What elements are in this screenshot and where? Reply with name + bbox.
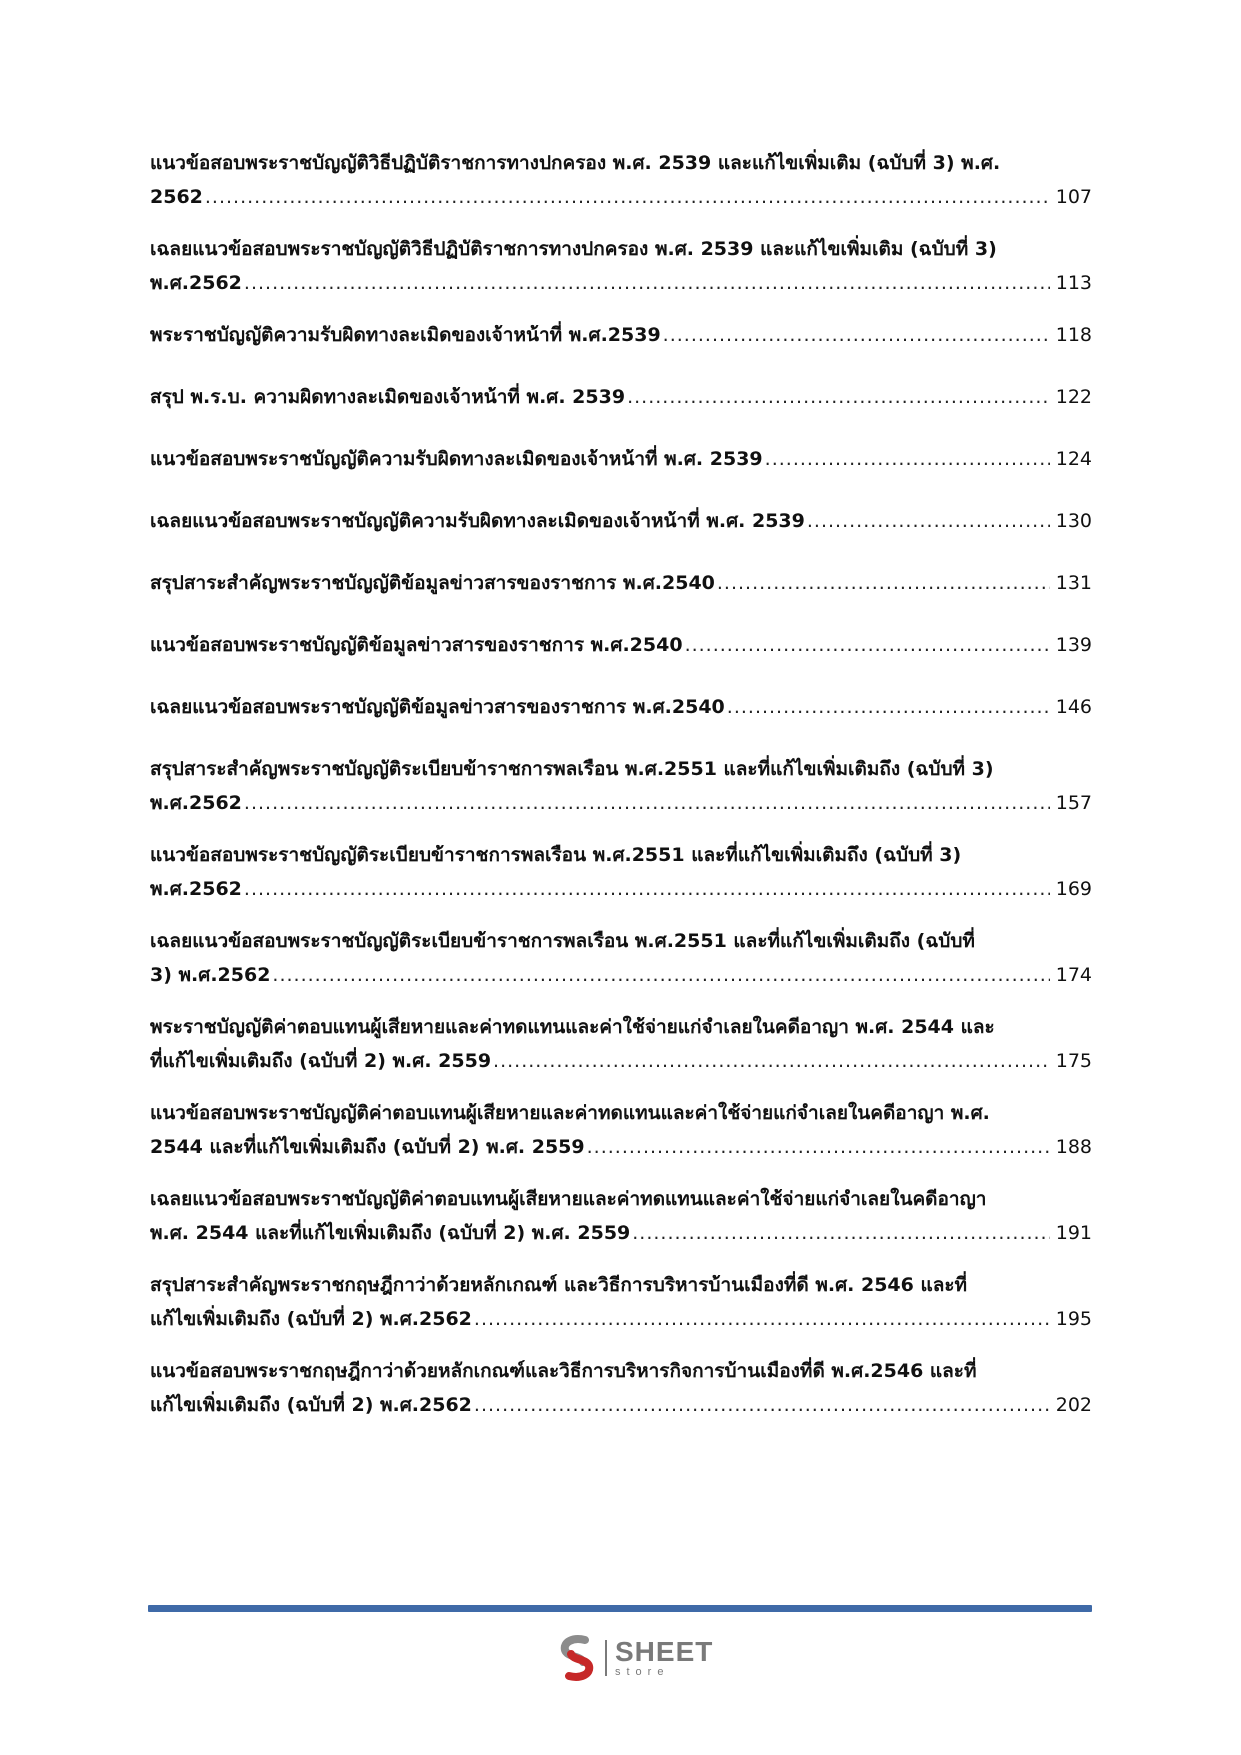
toc-page-number: 130 [1055, 510, 1092, 532]
toc-entry [150, 232, 1092, 300]
dot-leader [244, 266, 1050, 300]
toc-entry-title-tail: เฉลยแนวข้อสอบพระราชบัญญัติความรับผิดทางละเมิดของเจ้าหน้าที่ พ.ศ. 2539 [150, 510, 805, 532]
toc-entry-title-tail: สรุปสาระสำคัญพระราชบัญญัติข้อมูลข่าวสารของราชการ พ.ศ.2540 [150, 572, 715, 594]
toc-page-number: 146 [1055, 696, 1092, 718]
toc-entry-last-line [150, 872, 1092, 906]
toc-entry-title-tail: พ.ศ.2562 [150, 792, 242, 814]
toc-entry-title-line: พระราชบัญญัติค่าตอบแทนผู้เสียหายและค่าทดแทนและค่าใช้จ่ายแก่จำเลยในคดีอาญา พ.ศ. 2544 และ [150, 1016, 995, 1038]
toc-page-number: 169 [1055, 878, 1092, 900]
table-of-contents [150, 146, 1092, 1440]
toc-entry [150, 566, 1092, 600]
dot-leader [717, 566, 1050, 600]
toc-entry [150, 924, 1092, 992]
toc-entry [150, 1354, 1092, 1422]
toc-entry-title-tail: ที่แก้ไขเพิ่มเติมถึง (ฉบับที่ 2) พ.ศ. 2559 [150, 1050, 492, 1072]
toc-page-number: 175 [1055, 1050, 1092, 1072]
dot-leader [244, 786, 1050, 820]
logo-separator [605, 1640, 607, 1676]
toc-entry-title-line: แนวข้อสอบพระราชบัญญัติค่าตอบแทนผู้เสียหายและค่าทดแทนและค่าใช้จ่ายแก่จำเลยในคดีอาญา พ.ศ. [150, 1102, 990, 1124]
toc-entry [150, 380, 1092, 414]
sheet-store-s-icon [555, 1634, 599, 1682]
toc-entry-title-tail: 3) พ.ศ.2562 [150, 964, 271, 986]
toc-entry-last-line [150, 1388, 1092, 1422]
toc-entry-title-line: สรุปสาระสำคัญพระราชบัญญัติระเบียบข้าราชการพลเรือน พ.ศ.2551 และที่แก้ไขเพิ่มเติมถึง (ฉบับที่ 3) [150, 758, 994, 780]
toc-entry-last-line [150, 442, 1092, 476]
dot-leader [632, 1216, 1049, 1250]
toc-entry [150, 442, 1092, 476]
toc-entry-title-line: เฉลยแนวข้อสอบพระราชบัญญัติวิธีปฏิบัติราชการทางปกครอง พ.ศ. 2539 และแก้ไขเพิ่มเติม (ฉบับที่ 3) [150, 238, 997, 260]
toc-page-number: 124 [1055, 448, 1092, 470]
toc-page-number: 139 [1055, 634, 1092, 656]
toc-entry-title-tail: สรุป พ.ร.บ. ความผิดทางละเมิดของเจ้าหน้าที่ พ.ศ. 2539 [150, 386, 626, 408]
toc-page-number: 191 [1055, 1222, 1092, 1244]
dot-leader [474, 1302, 1050, 1336]
dot-leader [663, 318, 1050, 352]
toc-entry-title-tail: พ.ศ. 2544 และที่แก้ไขเพิ่มเติมถึง (ฉบับที่ 2) พ.ศ. 2559 [150, 1222, 631, 1244]
toc-entry-last-line [150, 380, 1092, 414]
toc-page-number: 202 [1055, 1394, 1092, 1416]
toc-page-number: 118 [1055, 324, 1092, 346]
toc-entry-last-line [150, 180, 1092, 214]
dot-leader [244, 872, 1050, 906]
toc-entry-title-tail: 2544 และที่แก้ไขเพิ่มเติมถึง (ฉบับที่ 2) พ.ศ. 2559 [150, 1136, 585, 1158]
toc-entry-title-tail: แนวข้อสอบพระราชบัญญัติความรับผิดทางละเมิดของเจ้าหน้าที่ พ.ศ. 2539 [150, 448, 763, 470]
dot-leader [685, 628, 1050, 662]
toc-page-number: 113 [1055, 272, 1092, 294]
toc-entry-last-line [150, 1302, 1092, 1336]
toc-entry-last-line [150, 1216, 1092, 1250]
toc-page-number: 131 [1055, 572, 1092, 594]
dot-leader [205, 180, 1050, 214]
dot-leader [272, 958, 1049, 992]
sheet-store-logo [555, 1630, 725, 1686]
toc-entry-last-line [150, 266, 1092, 300]
toc-entry [150, 146, 1092, 214]
toc-entry-title-line: แนวข้อสอบพระราชบัญญัติระเบียบข้าราชการพลเรือน พ.ศ.2551 และที่แก้ไขเพิ่มเติมถึง (ฉบับที่ 3) [150, 844, 962, 866]
footer-rule [148, 1605, 1092, 1612]
toc-entry [150, 1010, 1092, 1078]
toc-entry [150, 752, 1092, 820]
toc-entry-title-tail: พระราชบัญญัติความรับผิดทางละเมิดของเจ้าหน้าที่ พ.ศ.2539 [150, 324, 661, 346]
toc-entry-last-line [150, 504, 1092, 538]
toc-entry-last-line [150, 786, 1092, 820]
toc-entry-title-tail: พ.ศ.2562 [150, 878, 242, 900]
toc-entry-title-tail: แก้ไขเพิ่มเติมถึง (ฉบับที่ 2) พ.ศ.2562 [150, 1394, 472, 1416]
toc-entry-last-line [150, 628, 1092, 662]
toc-entry [150, 1182, 1092, 1250]
toc-entry-title-tail: พ.ศ.2562 [150, 272, 242, 294]
toc-list [150, 146, 1092, 1422]
toc-entry-title-line: เฉลยแนวข้อสอบพระราชบัญญัติระเบียบข้าราชการพลเรือน พ.ศ.2551 และที่แก้ไขเพิ่มเติมถึง (ฉบับที่ [150, 930, 975, 952]
toc-entry [150, 504, 1092, 538]
toc-entry-last-line [150, 958, 1092, 992]
toc-entry-title-tail: 2562 [150, 186, 203, 208]
dot-leader [474, 1388, 1050, 1422]
toc-page-number: 188 [1055, 1136, 1092, 1158]
toc-entry-last-line [150, 318, 1092, 352]
toc-entry-last-line [150, 690, 1092, 724]
toc-entry [150, 838, 1092, 906]
toc-entry-title-line: แนวข้อสอบพระราชกฤษฎีกาว่าด้วยหลักเกณฑ์และวิธีการบริหารกิจการบ้านเมืองที่ดี พ.ศ.2546 และที่ [150, 1360, 977, 1382]
toc-entry [150, 1096, 1092, 1164]
toc-entry-title-line: เฉลยแนวข้อสอบพระราชบัญญัติค่าตอบแทนผู้เสียหายและค่าทดแทนและค่าใช้จ่ายแก่จำเลยในคดีอาญา [150, 1188, 987, 1210]
toc-page-number: 107 [1055, 186, 1092, 208]
dot-leader [765, 442, 1050, 476]
toc-entry-title-line: แนวข้อสอบพระราชบัญญัติวิธีปฏิบัติราชการทางปกครอง พ.ศ. 2539 และแก้ไขเพิ่มเติม (ฉบับที่ 3) พ.ศ. [150, 152, 1001, 174]
toc-entry-last-line [150, 1044, 1092, 1078]
toc-entry-title-tail: แก้ไขเพิ่มเติมถึง (ฉบับที่ 2) พ.ศ.2562 [150, 1308, 472, 1330]
toc-entry-title-tail: เฉลยแนวข้อสอบพระราชบัญญัติข้อมูลข่าวสารของราชการ พ.ศ.2540 [150, 696, 725, 718]
toc-page-number: 174 [1055, 964, 1092, 986]
logo-subword: store [615, 1666, 670, 1678]
dot-leader [627, 380, 1050, 414]
dot-leader [727, 690, 1050, 724]
toc-page-number: 157 [1055, 792, 1092, 814]
toc-entry-last-line [150, 566, 1092, 600]
toc-entry [150, 318, 1092, 352]
dot-leader [587, 1130, 1050, 1164]
dot-leader [493, 1044, 1050, 1078]
toc-entry-last-line [150, 1130, 1092, 1164]
toc-entry-title-line: สรุปสาระสำคัญพระราชกฤษฎีกาว่าด้วยหลักเกณฑ์ และวิธีการบริหารบ้านเมืองที่ดี พ.ศ. 2546 และที่ [150, 1274, 968, 1296]
logo-wordmark [615, 1638, 713, 1678]
toc-entry [150, 628, 1092, 662]
toc-page-number: 195 [1055, 1308, 1092, 1330]
dot-leader [807, 504, 1050, 538]
toc-entry [150, 690, 1092, 724]
toc-entry [150, 1268, 1092, 1336]
toc-page-number: 122 [1055, 386, 1092, 408]
toc-entry-title-tail: แนวข้อสอบพระราชบัญญัติข้อมูลข่าวสารของราชการ พ.ศ.2540 [150, 634, 683, 656]
logo-word: SHEET [615, 1636, 714, 1667]
